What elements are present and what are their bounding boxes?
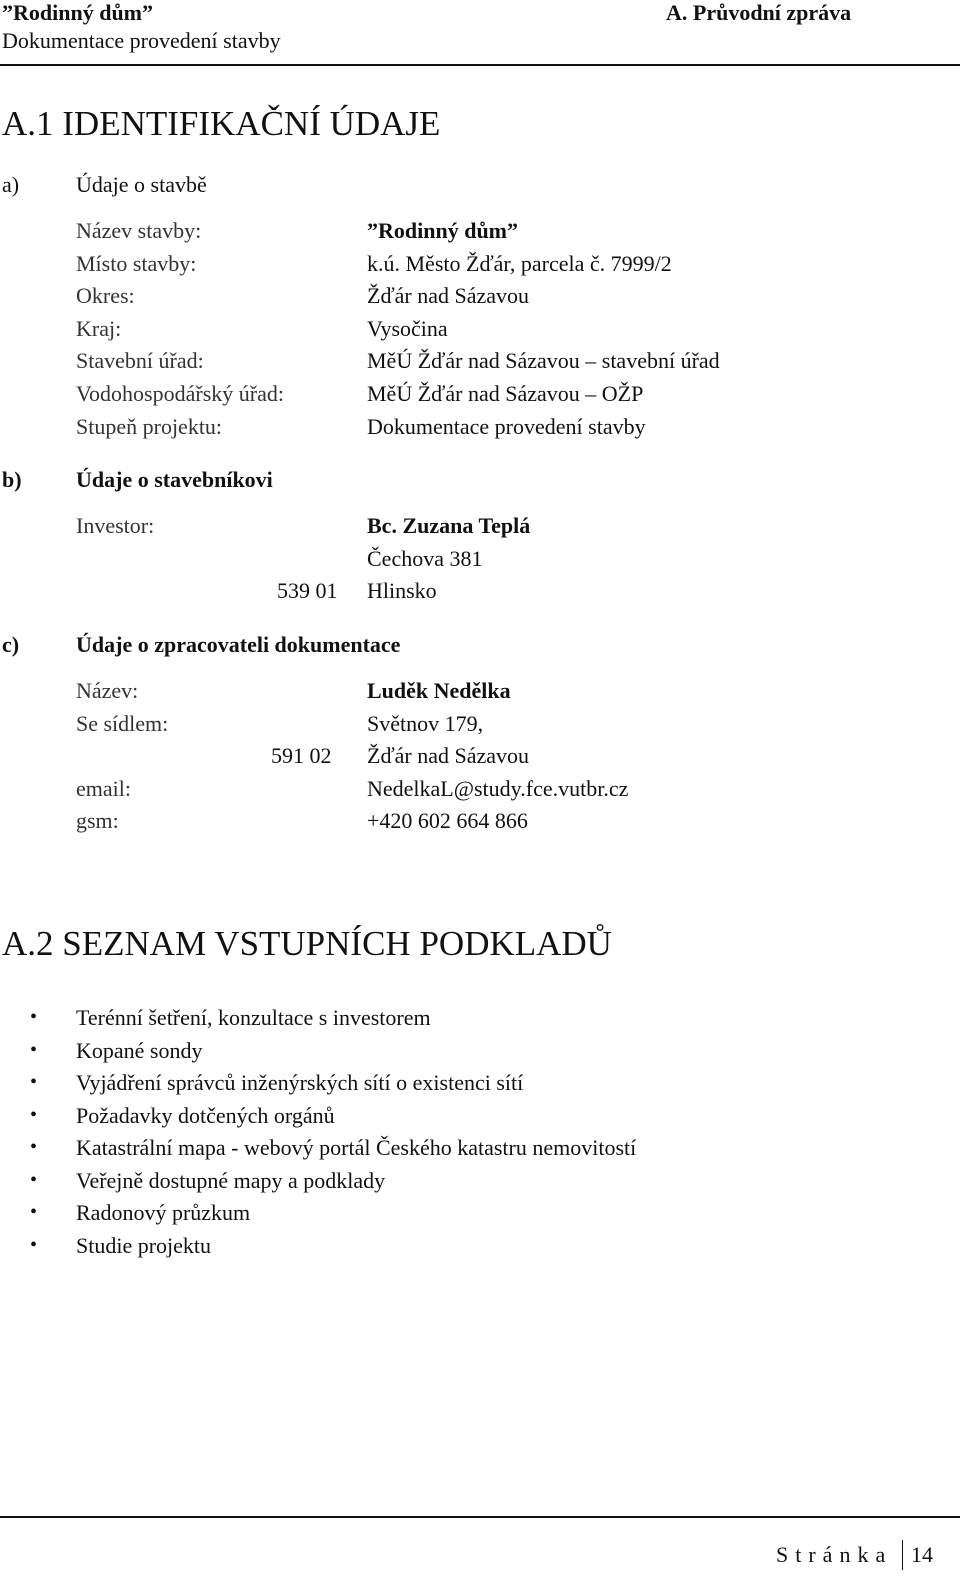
label-district: Okres: (76, 283, 135, 308)
list-item: Požadavky dotčených orgánů (76, 1103, 335, 1128)
sub-c-title: Údaje o zpracovateli dokumentace (76, 632, 401, 657)
list-item: Veřejně dostupné mapy a podklady (76, 1168, 386, 1193)
list-bullet: • (30, 1169, 38, 1191)
sub-b-title: Údaje o stavebníkovi (76, 467, 273, 492)
processor-city: Žďár nad Sázavou (367, 743, 530, 768)
list-bullet: • (30, 1071, 38, 1093)
investor-name: Bc. Zuzana Teplá (367, 513, 531, 538)
footer-separator (902, 1540, 903, 1570)
footer-rule (0, 1516, 960, 1518)
processor-street: Světnov 179, (367, 711, 484, 736)
investor-street: Čechova 381 (367, 546, 483, 571)
list-item: Katastrální mapa - webový portál Českého katastru nemovitostí (76, 1135, 637, 1160)
label-region: Kraj: (76, 316, 122, 341)
processor-name: Luděk Nedělka (367, 678, 511, 703)
value-region: Vysočina (367, 316, 448, 341)
footer-page-number: 14 (911, 1542, 933, 1567)
header-document-part: A. Průvodní zpráva (666, 0, 852, 25)
label-gsm: gsm: (76, 808, 119, 833)
investor-zip: 539 01 (277, 578, 338, 603)
list-bullet: • (30, 1234, 38, 1256)
label-investor: Investor: (76, 513, 155, 538)
email-value: NedelkaL@study.fce.vutbr.cz (367, 776, 629, 801)
list-bullet: • (30, 1039, 38, 1061)
value-building-office: MěÚ Žďár nad Sázavou – stavební úřad (367, 348, 720, 373)
processor-zip: 591 02 (271, 743, 332, 768)
value-district: Žďár nad Sázavou (367, 283, 530, 308)
value-project-stage: Dokumentace provedení stavby (367, 414, 646, 439)
label-building-office: Stavební úřad: (76, 348, 204, 373)
investor-city: Hlinsko (367, 578, 437, 603)
label-project-stage: Stupeň projektu: (76, 414, 223, 439)
footer-page-label: Stránka (776, 1542, 893, 1567)
header-project-title: ”Rodinný dům” (2, 0, 154, 25)
header-rule (0, 64, 960, 66)
sub-a-title: Údaje o stavbě (76, 172, 207, 197)
label-processor-seat: Se sídlem: (76, 711, 169, 736)
label-processor-name: Název: (76, 678, 139, 703)
list-bullet: • (30, 1201, 38, 1223)
sub-c-marker: c) (2, 632, 20, 657)
value-building-name: ”Rodinný dům” (367, 218, 519, 243)
sub-b-marker: b) (2, 467, 22, 492)
list-item: Kopané sondy (76, 1038, 203, 1063)
list-bullet: • (30, 1136, 38, 1158)
list-bullet: • (30, 1104, 38, 1126)
label-water-office: Vodohospodářský úřad: (76, 381, 284, 406)
list-bullet: • (30, 1006, 38, 1028)
list-item: Terénní šetření, konzultace s investorem (76, 1005, 431, 1030)
label-building-name: Název stavby: (76, 218, 202, 243)
gsm-value: +420 602 664 866 (367, 808, 528, 833)
list-item: Vyjádření správců inženýrských sítí o existenci sítí (76, 1070, 524, 1095)
value-building-site: k.ú. Město Žďár, parcela č. 7999/2 (367, 251, 672, 276)
label-email: email: (76, 776, 131, 801)
label-building-site: Místo stavby: (76, 251, 197, 276)
section-a2-title: A.2 SEZNAM VSTUPNÍCH PODKLADŮ (2, 924, 612, 963)
section-a1-title: A.1 IDENTIFIKAČNÍ ÚDAJE (2, 104, 441, 143)
list-item: Radonový průzkum (76, 1200, 251, 1225)
sub-a-marker: a) (2, 172, 20, 197)
list-item: Studie projektu (76, 1233, 212, 1258)
header-project-stage: Dokumentace provedení stavby (2, 28, 281, 53)
value-water-office: MěÚ Žďár nad Sázavou – OŽP (367, 381, 644, 406)
